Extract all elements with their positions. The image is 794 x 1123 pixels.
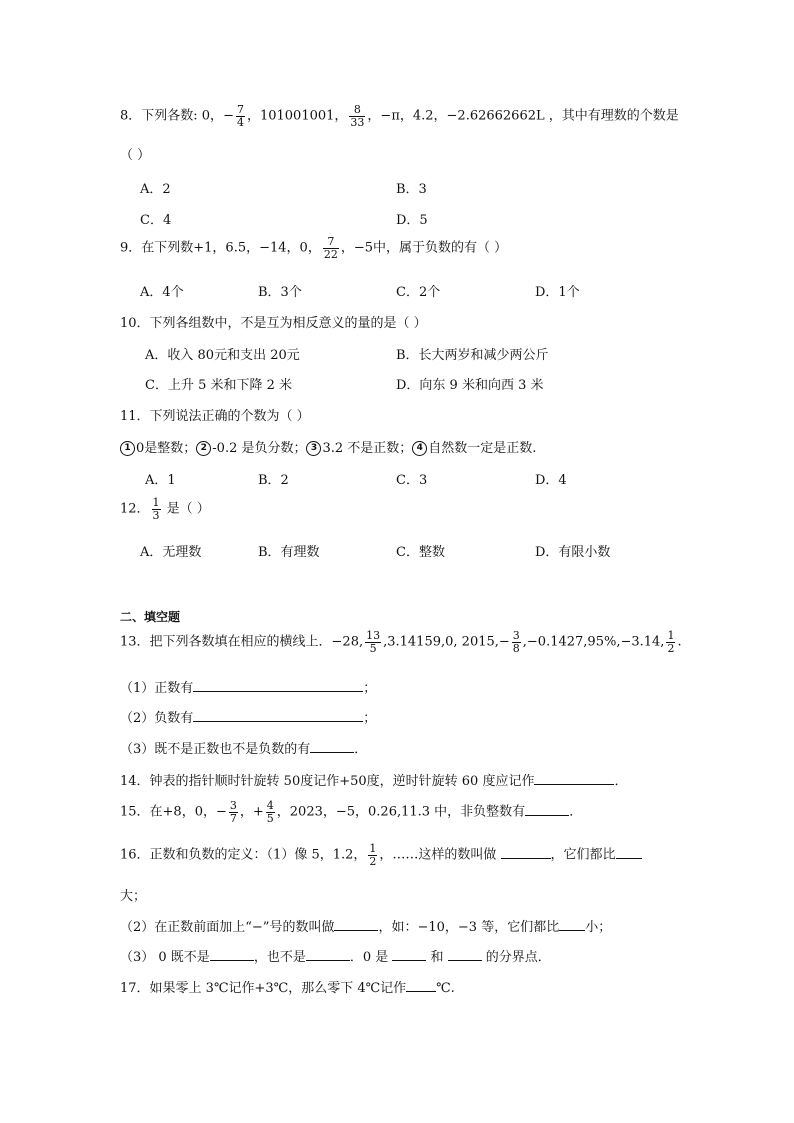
q16-part-2 <box>120 916 611 935</box>
q13-fraction-3 <box>666 630 675 654</box>
q13-s1-semi: ； <box>363 681 377 696</box>
q13-stem <box>120 630 682 654</box>
circled-number-4: 4 <box>412 441 427 456</box>
q8-f1-den: 4 <box>236 115 244 129</box>
q9-f-den: 22 <box>323 247 338 261</box>
q17-stem <box>120 977 455 996</box>
q14-stem <box>120 770 627 789</box>
q9-prefix: 9．在下列数+1，6.5，−14，0， <box>120 240 321 256</box>
q15-mid: ，+ <box>239 804 264 820</box>
q12-option-c: C．整数 <box>396 545 445 560</box>
q9-option-b: B．3个 <box>258 285 302 300</box>
q8-paren: （ ） <box>120 148 151 163</box>
q8-fraction-2 <box>349 104 365 128</box>
q8-option-a: A．2 <box>140 182 171 197</box>
q8-mid: ，101001001， <box>246 108 348 124</box>
q11-s4: 自然数一定是正数. <box>428 441 537 456</box>
q9-fraction <box>323 236 339 260</box>
q13-f3-den: 2 <box>667 641 675 655</box>
q8-f1-num: 7 <box>236 103 244 116</box>
q13-sub-3 <box>120 738 367 757</box>
q16-blank-8[interactable] <box>448 948 482 961</box>
q13-f2-num: 3 <box>512 629 520 642</box>
q8-f2-num: 8 <box>349 104 365 117</box>
q13-blank-positive[interactable] <box>193 679 363 692</box>
q10-option-a: A．收入 80元和支出 20元 <box>145 348 300 363</box>
q10-stem: 10．下列各组数中，不是互为相反意义的量的是（ ） <box>120 316 427 331</box>
q11-s1: 0是整数； <box>136 441 197 456</box>
q9-stem <box>120 236 507 260</box>
q12-option-d: D．有限小数 <box>535 545 611 560</box>
q13-s1-label: （1）正数有 <box>120 681 194 696</box>
q15-stem <box>120 800 582 824</box>
q16-blank-4[interactable] <box>559 918 585 931</box>
q12-f-num: 1 <box>152 496 160 509</box>
q16-f-den: 2 <box>369 854 377 868</box>
q8-option-b: B．3 <box>396 182 427 197</box>
q9-tail: ，−5中，属于负数的有（ ） <box>340 240 508 256</box>
q13-fraction-2 <box>512 630 521 654</box>
q12-option-a: A．无理数 <box>140 545 202 560</box>
circled-number-2: 2 <box>196 441 211 456</box>
circled-number-3: 3 <box>306 441 321 456</box>
q13-sub-1 <box>120 677 376 696</box>
q16-blank-5[interactable] <box>210 948 254 961</box>
q16-p3e: 的分界点． <box>481 950 551 965</box>
q11-s2: -0.2 是负分数； <box>212 441 307 456</box>
q16-blank-2[interactable] <box>616 846 642 859</box>
q16-stem <box>120 843 642 867</box>
q16-prefix: 16．正数和负数的定义：（1）像 5，1.2， <box>120 847 367 863</box>
q8-f2-den: 33 <box>350 115 365 129</box>
q16-p2a: （2）在正数前面加上“−”号的数叫做 <box>120 920 335 935</box>
q14-blank[interactable] <box>534 772 614 785</box>
q17-end: ℃. <box>436 981 455 996</box>
q16-blank-6[interactable] <box>306 948 350 961</box>
q13-fraction-1 <box>365 630 381 654</box>
circled-number-1: 1 <box>120 441 135 456</box>
q11-stem: 11．下列说法正确的个数为（ ） <box>120 409 310 424</box>
q17-prefix: 17．如果零上 3℃记作+3℃，那么零下 4℃记作 <box>120 981 407 996</box>
q12-option-b: B．有理数 <box>258 545 320 560</box>
q13-sub-2 <box>120 707 376 726</box>
q8-sign: − <box>223 108 234 124</box>
q12-prefix: 12． <box>120 501 150 517</box>
q13-mid1: ,3.14159,0, 2015,− <box>383 634 510 650</box>
q9-option-d: D．1个 <box>535 285 580 300</box>
q16-p3a: （3） 0 既不是 <box>120 950 210 965</box>
q10-option-b: B．长大两岁和减少两公斤 <box>396 348 549 363</box>
q16-p2b: ，如：−10，−3 等，它们都比 <box>378 920 560 935</box>
q15-fraction-1 <box>229 800 238 824</box>
q14-text: 14．钟表的指针顺时针旋转 50度记作+50度，逆时针旋转 60 度应记作 <box>120 774 535 789</box>
q13-s2-semi: ； <box>363 711 377 726</box>
q8-fraction-1 <box>236 104 245 128</box>
q13-f3-num: 1 <box>667 629 675 642</box>
q15-prefix: 15．在+8，0，− <box>120 804 227 820</box>
q16-tail: ，……这样的数叫做 <box>379 847 501 863</box>
q14-end: ． <box>614 774 628 789</box>
q12-fraction <box>152 497 161 521</box>
q11-option-c: C．3 <box>396 473 428 488</box>
q11-s3: 3.2 不是正数； <box>322 441 413 456</box>
q12-tail: 是（ ） <box>162 501 210 517</box>
q11-option-a: A．1 <box>145 473 176 488</box>
q9-option-a: A．4个 <box>140 285 184 300</box>
q12-f-den: 3 <box>152 508 160 522</box>
q17-blank[interactable] <box>406 979 436 992</box>
q10-option-c: C．上升 5 米和下降 2 米 <box>145 378 293 393</box>
q8-option-c: C．4 <box>140 213 172 228</box>
q8-option-d: D．5 <box>396 213 428 228</box>
section-heading: 二、填空题 <box>120 610 181 624</box>
q15-f1-num: 3 <box>229 799 237 812</box>
q13-prefix: 13．把下列各数填在相应的横线上．−28, <box>120 634 364 650</box>
q15-end: ． <box>569 804 583 820</box>
q13-blank-neither[interactable] <box>310 740 354 753</box>
q16-p3d: 和 <box>426 950 448 965</box>
q16-tail2: ，它们都比 <box>550 847 616 863</box>
q9-f-num: 7 <box>323 236 339 249</box>
q15-tail: ，2023，−5，0.26,11.3 中，非负整数有 <box>276 804 526 820</box>
q16-p3b: ，也不是 <box>253 950 306 965</box>
q15-f2-den: 5 <box>266 811 274 825</box>
q8-prefix: 8．下列各数: 0， <box>120 108 224 124</box>
q13-f1-num: 13 <box>366 629 381 642</box>
q16-blank-3[interactable] <box>334 918 378 931</box>
q15-f2-num: 4 <box>266 799 274 812</box>
q13-s3-label: （3）既不是正数也不是负数的有 <box>120 742 311 757</box>
q15-blank[interactable] <box>525 803 569 816</box>
q16-f-num: 1 <box>369 842 377 855</box>
q16-part-3 <box>120 946 551 965</box>
q16-p2c: 小； <box>585 920 612 935</box>
q9-option-c: C．2个 <box>396 285 441 300</box>
q16-blank-1[interactable] <box>501 846 551 859</box>
q11-option-d: D．4 <box>535 473 567 488</box>
q8-tail: ，−π，4.2，−2.62662662L ，其中有理数的个数是 <box>367 108 679 124</box>
q12-stem <box>120 497 210 521</box>
q16-blank-7[interactable] <box>392 948 426 961</box>
q16-fraction <box>368 843 377 867</box>
q13-blank-negative[interactable] <box>193 709 363 722</box>
q13-s2-label: （2）负数有 <box>120 711 194 726</box>
q15-f1-den: 7 <box>229 811 237 825</box>
q15-fraction-2 <box>266 800 275 824</box>
q8-stem <box>120 104 679 128</box>
q10-option-d: D．向东 9 米和向西 3 米 <box>396 378 544 393</box>
q13-end: . <box>677 634 682 650</box>
q13-mid2: ,−0.1427,95%,−3.14, <box>522 634 665 650</box>
q11-statements <box>120 437 536 456</box>
q16-p3c: ．0 是 <box>349 950 393 965</box>
q13-f1-den: 5 <box>369 641 377 655</box>
q13-s3-dot: ． <box>354 742 368 757</box>
q11-option-b: B．2 <box>258 473 289 488</box>
q13-f2-den: 8 <box>512 641 520 655</box>
q16-line-2: 大； <box>120 889 147 904</box>
